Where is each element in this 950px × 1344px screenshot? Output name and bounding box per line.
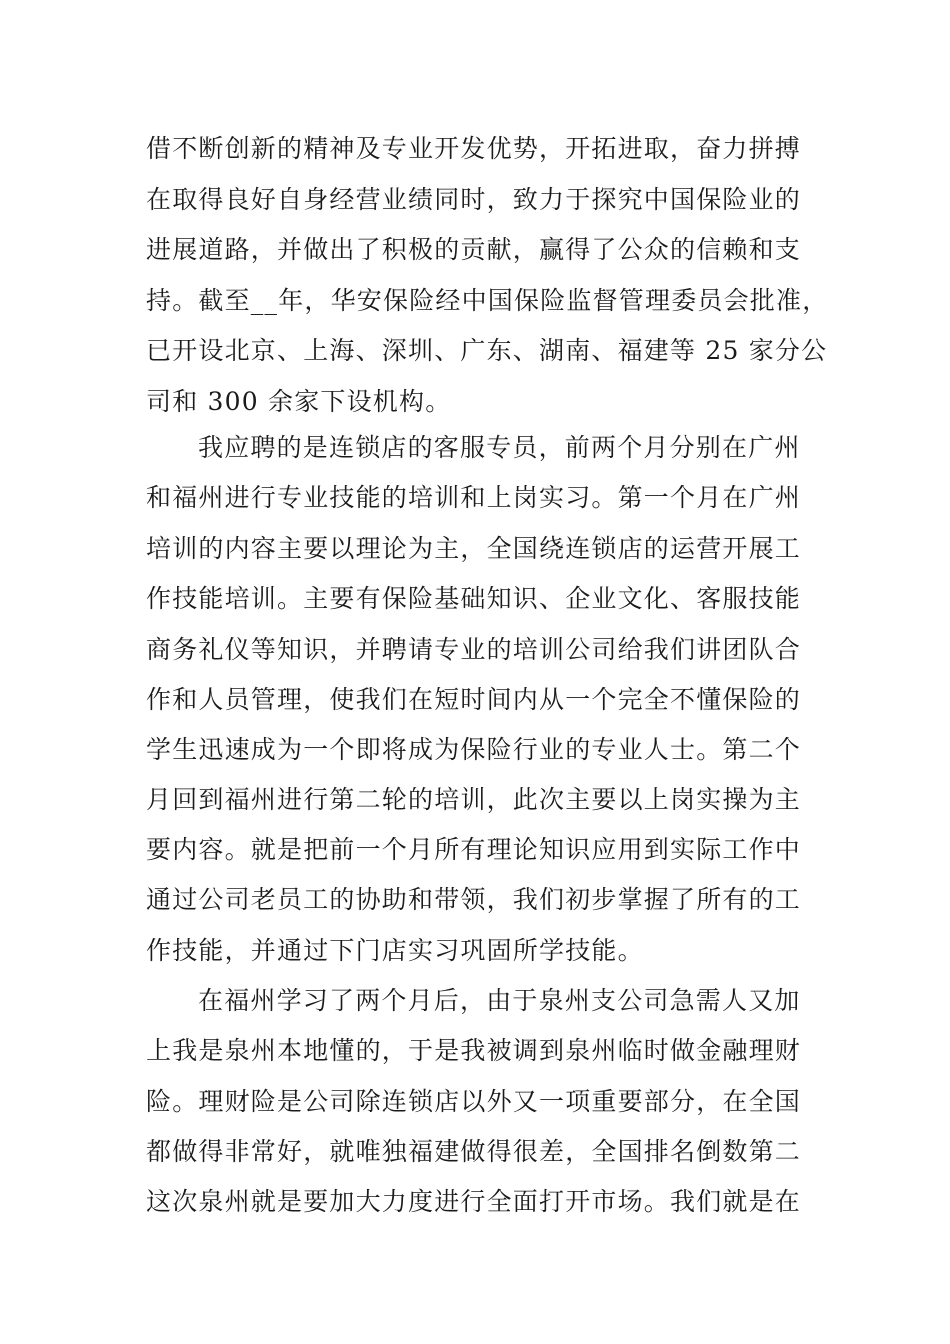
text-line: 我应聘的是连锁店的客服专员，前两个月分别在广州 [198,433,801,462]
text-line: 要内容。就是把前一个月所有理论知识应用到实际工作中 [146,835,802,864]
text-line: 已开设北京、上海、深圳、广东、湖南、福建等 25 家分公 [146,336,828,365]
text-line: 上我是泉州本地懂的，于是我被调到泉州临时做金融理财 [146,1036,802,1065]
text-line: 作技能培训。主要有保险基础知识、企业文化、客服技能 [146,584,802,613]
text-line: 借不断创新的精神及专业开发优势，开拓进取，奋力拼搏 [146,134,802,163]
text-line: 商务礼仪等知识，并聘请专业的培训公司给我们讲团队合 [146,635,802,664]
text-line: 通过公司老员工的协助和带领，我们初步掌握了所有的工 [146,885,802,914]
text-line: 进展道路，并做出了积极的贡献，赢得了公众的信赖和支 [146,235,802,264]
text-line: 和福州进行专业技能的培训和上岗实习。第一个月在广州 [146,483,802,512]
text-line: 这次泉州就是要加大力度进行全面打开市场。我们就是在 [146,1187,802,1216]
text-line: 在福州学习了两个月后，由于泉州支公司急需人又加 [198,986,801,1015]
text-line: 作技能，并通过下门店实习巩固所学技能。 [146,936,644,965]
text-line: 在取得良好自身经营业绩同时，致力于探究中国保险业的 [146,185,802,214]
text-line: 学生迅速成为一个即将成为保险行业的专业人士。第二个 [146,735,802,764]
text-line: 险。理财险是公司除连锁店以外又一项重要部分，在全国 [146,1087,802,1116]
text-line: 作和人员管理，使我们在短时间内从一个完全不懂保险的 [146,685,802,714]
text-line: 都做得非常好，就唯独福建做得很差，全国排名倒数第二 [146,1137,802,1166]
text-line: 司和 300 余家下设机构。 [146,387,452,416]
text-line: 持。截至__年，华安保险经中国保险监督管理委员会批准， [146,286,829,315]
text-line: 培训的内容主要以理论为主，全国绕连锁店的运营开展工 [146,534,802,563]
text-line: 月回到福州进行第二轮的培训，此次主要以上岗实操为主 [146,785,802,814]
